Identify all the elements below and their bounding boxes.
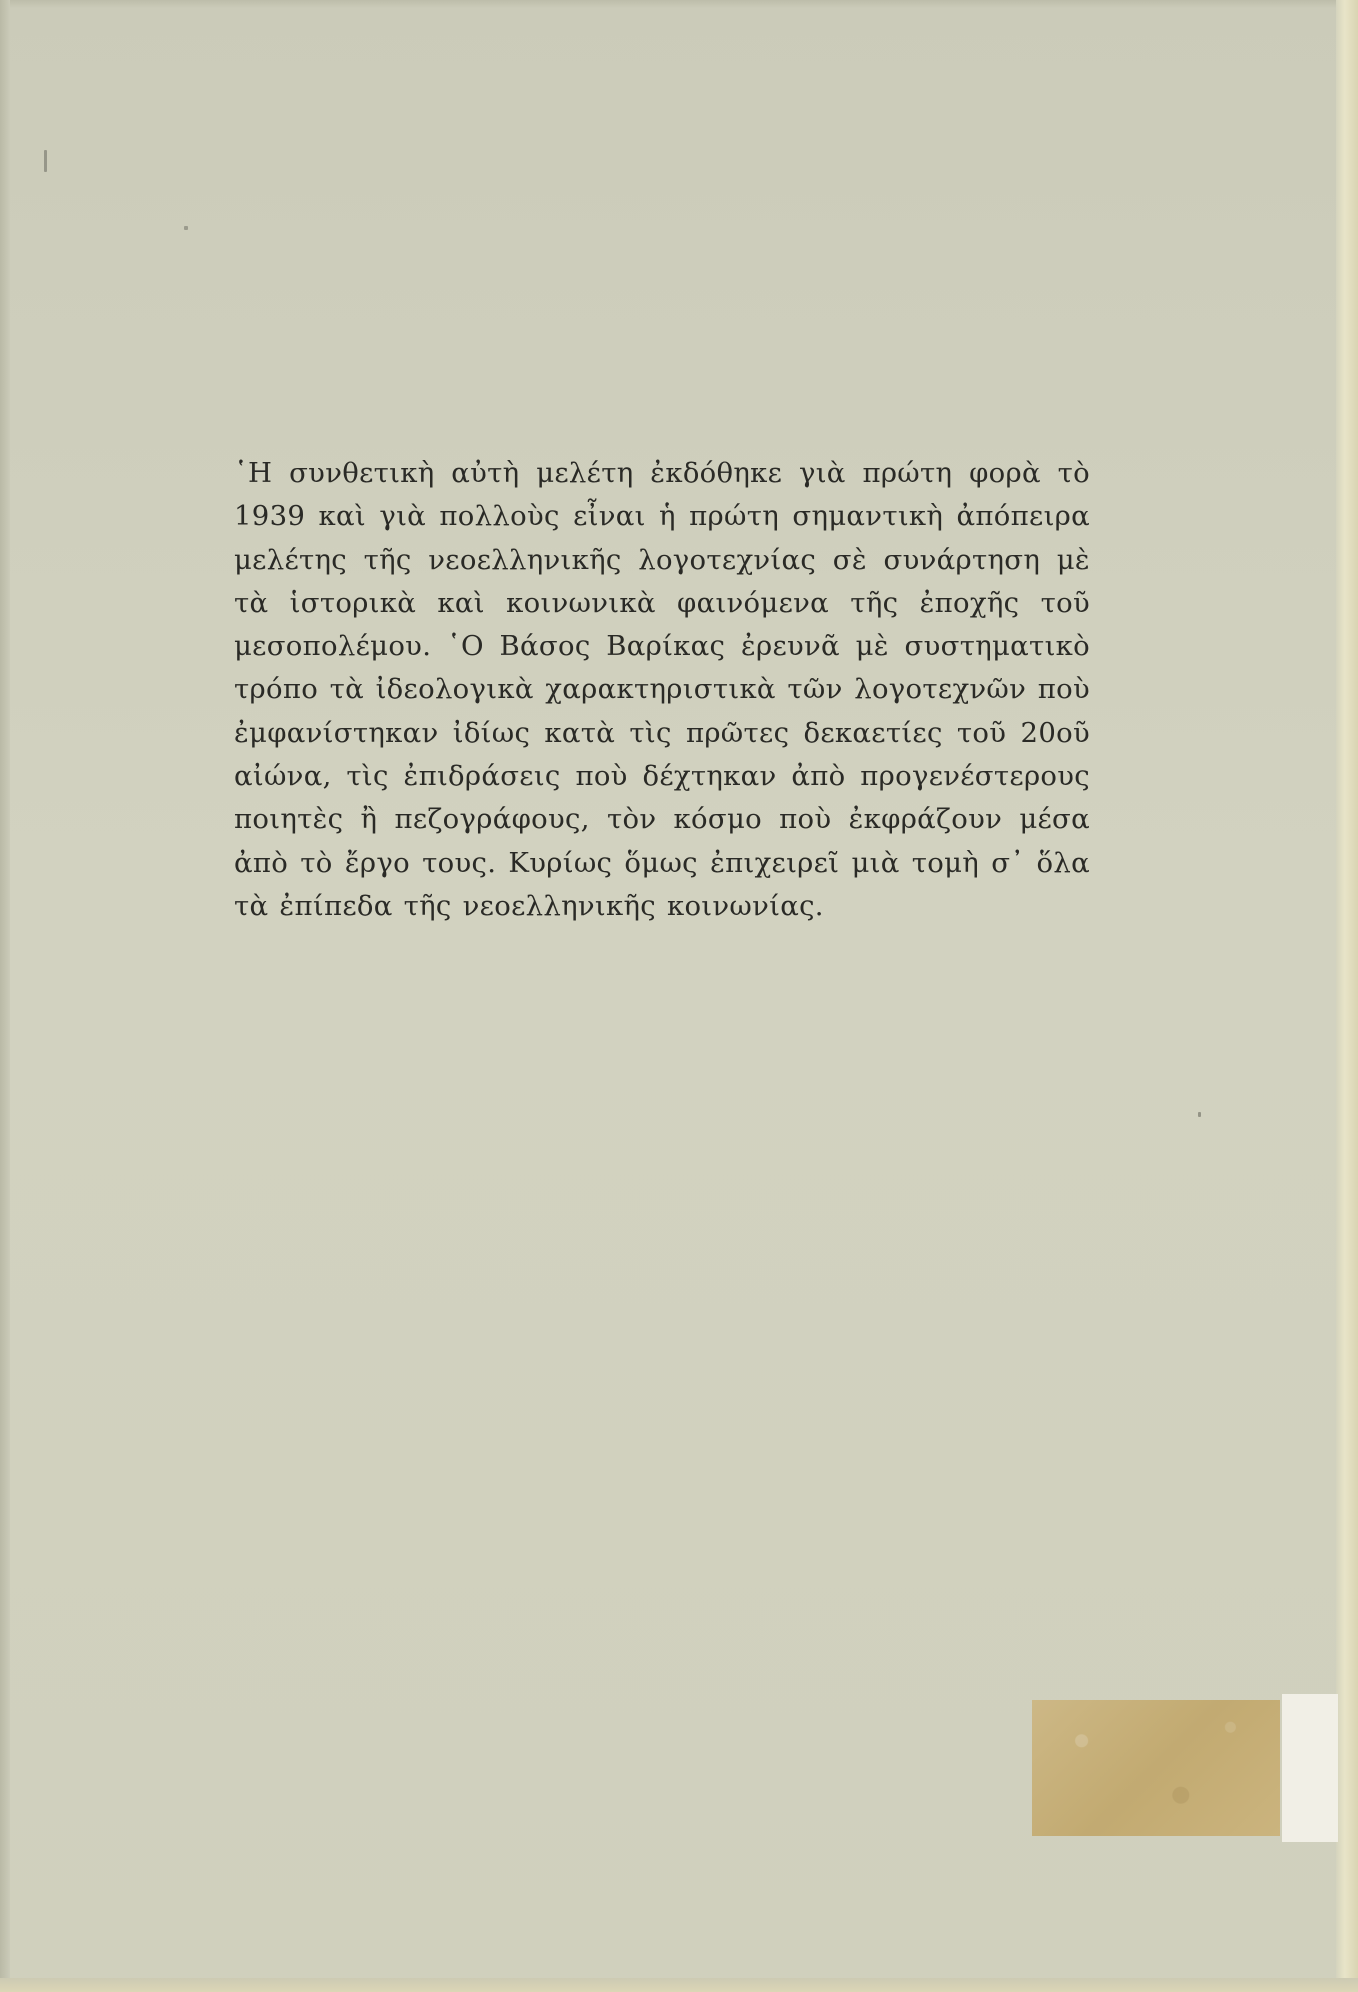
paper-speck: [44, 150, 47, 172]
cover-top-edge: [0, 0, 1358, 8]
cover-right-edge: [1336, 0, 1358, 1992]
library-label-residue: [1032, 1700, 1280, 1836]
library-label-torn-paper: [1282, 1694, 1338, 1842]
blurb-text: ῾Η συνθετικὴ αὐτὴ μελέτη ἐκδόθηκε γιὰ πρώτη φορὰ τὸ 1939 καὶ γιὰ πολλοὺς εἶναι ἡ πρώτη σημαντικὴ ἀπόπειρα μελέτης τῆς νεοελληνικῆς λογοτεχνίας σὲ συνάρτηση μὲ τὰ ἱστορικὰ καὶ κοινωνικὰ φαινόμενα τῆς ἐποχῆς τοῦ μεσοπολέμου. ῾Ο Βάσος Βαρίκας ἐρευνᾶ μὲ συστηματικὸ τρόπο τὰ ἰδεολογικὰ χαρακτηριστικὰ τῶν λογοτεχνῶν ποὺ ἐμφανίστηκαν ἰδίως κατὰ τὶς πρῶτες δεκαετίες τοῦ 20οῦ αἰώνα, τὶς ἐπιδράσεις ποὺ δέχτηκαν ἀπὸ προγενέστερους ποιητὲς ἢ πεζογράφους, τὸν κόσμο ποὺ ἐκφράζουν μέσα ἀπὸ τὸ ἔργο τους. Κυρίως ὅμως ἐπιχειρεῖ μιὰ τομὴ σ᾽ ὅλα τὰ ἐπίπεδα τῆς νεοελληνικῆς κοινωνίας.: [234, 457, 1090, 922]
paper-speck: [184, 226, 188, 230]
cover-bottom-edge: [0, 1978, 1358, 1992]
cover-left-edge: [0, 0, 10, 1992]
paper-speck: [1198, 1112, 1201, 1117]
